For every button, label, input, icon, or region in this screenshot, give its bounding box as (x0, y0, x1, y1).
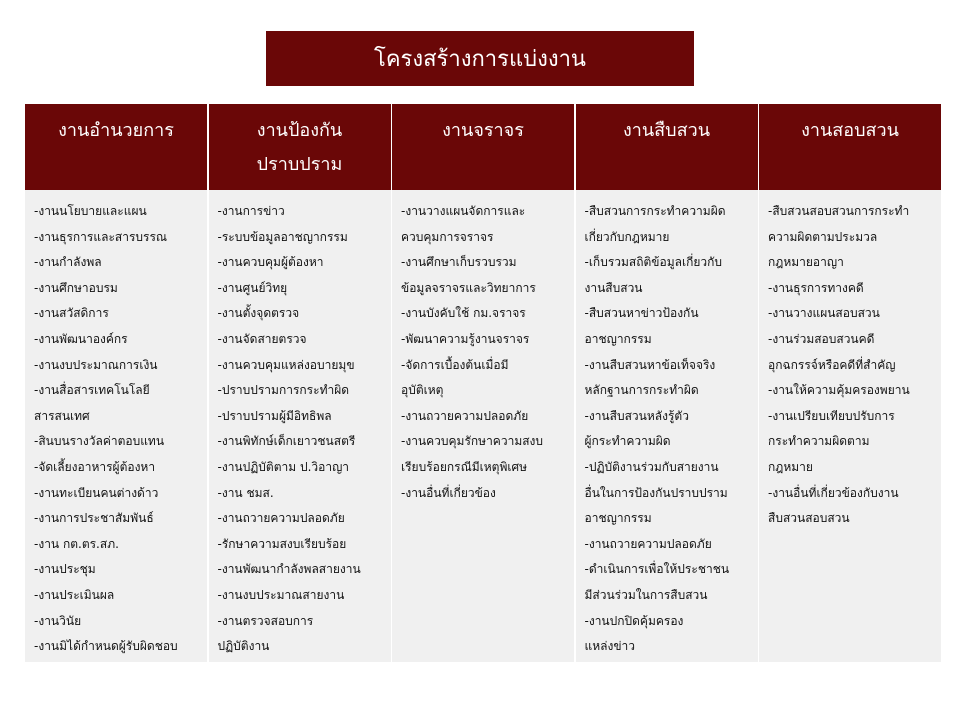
header-traffic (392, 104, 574, 190)
list-item: กฎหมาย (768, 459, 813, 474)
list-item: ความผิดตามประมวล (768, 229, 878, 244)
list-item: -งานกำลังพล (34, 255, 102, 270)
list-item: เกี่ยวกับกฎหมาย (584, 229, 670, 244)
list-item: หลักฐานการกระทำผิด (584, 383, 699, 398)
list-item: -งานควบคุมผู้ต้องหา (217, 255, 324, 270)
list-item: อุกฉกรรจ์หรือคดีที่สำคัญ (768, 357, 896, 372)
list-item: -งานวางแผนสอบสวน (768, 306, 880, 321)
list-item: -งาน ชมส. (217, 485, 274, 500)
list-item: -ดำเนินการเพื่อให้ประชาชน (584, 562, 730, 577)
work-structure-table (25, 104, 941, 662)
list-item: -งานจัดสายตรวจ (217, 331, 307, 346)
list-item: -งานวินัย (34, 613, 82, 628)
list-item: -งานธุรการทางคดี (768, 280, 864, 295)
list-item: เรียบร้อยกรณีมีเหตุพิเศษ (401, 459, 527, 474)
list-item: -งานศึกษาเก็บรวบรวม (401, 255, 517, 270)
list-item: -งานทะเบียนคนต่างด้าว (34, 485, 159, 500)
list-item: -งานถวายความปลอดภัย (217, 511, 345, 526)
list-item: -งานร่วมสอบสวนคดี (768, 331, 875, 346)
list-item: -งานสื่อสารเทคโนโลยี (34, 383, 150, 398)
list-item: งานสืบสวน (584, 280, 643, 295)
list-item: -งานประชุม (34, 562, 96, 577)
header-inquiry (759, 104, 941, 190)
list-item: -ปราบปรามการกระทำผิด (217, 383, 350, 398)
list-item: -งานงบประมาณสายงาน (217, 587, 345, 602)
list-item: -งานถวายความปลอดภัย (584, 536, 712, 551)
list-item: -รักษาความสงบเรียบร้อย (217, 536, 347, 551)
list-item: -สินบนรางวัลค่าตอบแทน (34, 434, 165, 449)
list-item: อาชญากรรม (584, 331, 652, 346)
header-admin (25, 104, 207, 190)
list-item: -พัฒนาความรู้งานจราจร (401, 331, 530, 346)
list-item: -งานตรวจสอบการ (217, 613, 314, 628)
list-item: -ปราบปรามผู้มีอิทธิพล (217, 408, 332, 423)
list-item: อื่นในการป้องกันปราบปราม (584, 485, 728, 500)
header-investigation-line: งานสืบสวน (622, 120, 710, 141)
list-item: มีส่วนร่วมในการสืบสวน (584, 587, 708, 602)
header-inquiry-line: งานสอบสวน (801, 120, 899, 141)
column-inquiry-list (759, 190, 941, 662)
list-item: -งานสืบสวนหลังรู้ตัว (584, 408, 689, 423)
header-investigation (576, 104, 758, 190)
column-prevention-list (209, 190, 391, 662)
list-item: -งานพัฒนาองค์กร (34, 331, 128, 346)
page-title: โครงสร้างการแบ่งงาน (266, 31, 694, 86)
list-item: -งานอื่นที่เกี่ยวข้องกับงาน (768, 485, 899, 500)
list-item: ควบคุมการจราจร (401, 229, 494, 244)
list-item: -งานอื่นที่เกี่ยวข้อง (401, 485, 496, 500)
list-item: -งานนโยบายและแผน (34, 204, 147, 218)
list-item: -งานวางแผนจัดการและ (401, 204, 526, 218)
list-item: -งานพิทักษ์เด็กเยาวชนสตรี (217, 434, 356, 449)
list-item: -ปฏิบัติงานร่วมกับสายงาน (584, 459, 719, 474)
list-item: -สืบสวนสอบสวนการกระทำ (768, 204, 910, 218)
list-item: สารสนเทศ (34, 408, 90, 423)
list-item: กระทำความผิดตาม (768, 434, 870, 449)
list-item: -งาน กต.ตร.สภ. (34, 536, 119, 551)
list-item: ปฏิบัติงาน (217, 639, 270, 654)
list-item: -งานให้ความคุ้มครองพยาน (768, 383, 910, 398)
list-item: -งานถวายความปลอดภัย (401, 408, 529, 423)
list-item: -จัดเลี้ยงอาหารผู้ต้องหา (34, 459, 156, 474)
list-item: -งานการประชาสัมพันธ์ (34, 511, 154, 526)
column-investigation-list (576, 190, 758, 662)
list-item: -งานสวัสดิการ (34, 306, 109, 321)
list-item: -เก็บรวมสถิติข้อมูลเกี่ยวกับ (584, 255, 722, 270)
header-admin-line: งานอำนวยการ (58, 120, 174, 141)
list-item: -งานศึกษาอบรม (34, 280, 118, 295)
header-prevention-line-1: งานป้องกัน (256, 120, 343, 141)
list-item: -งานธุรการและสารบรรณ (34, 229, 168, 244)
list-item: -งานเปรียบเทียบปรับการ (768, 408, 895, 423)
list-item: -งานปฏิบัติตาม ป.วิอาญา (217, 459, 350, 474)
list-item: ผู้กระทำความผิด (584, 434, 671, 449)
list-item: -สืบสวนหาข่าวป้องกัน (584, 306, 699, 321)
list-item: -งานสืบสวนหาข้อเท็จจริง (584, 357, 716, 372)
column-admin-list (25, 190, 207, 662)
list-item: -งานพัฒนากำลังพลสายงาน (217, 562, 361, 577)
list-item: กฎหมายอาญา (768, 255, 844, 270)
list-item: สืบสวนสอบสวน (768, 511, 850, 526)
list-item: ข้อมูลจราจรและวิทยาการ (401, 280, 536, 295)
list-item: -งานประเมินผล (34, 587, 115, 602)
column-traffic-list (392, 190, 574, 662)
list-item: -งานมิได้กำหนดผู้รับผิดชอบ (34, 639, 178, 654)
list-item: แหล่งข่าว (584, 639, 636, 654)
list-item: -สืบสวนการกระทำความผิด (584, 204, 726, 218)
list-item: -งานการข่าว (217, 204, 285, 218)
list-item: -งานปกปิดคุ้มครอง (584, 613, 684, 628)
list-item: -งานบังคับใช้ กม.จราจร (401, 306, 526, 321)
header-traffic-line: งานจราจร (442, 120, 524, 141)
list-item: -งานงบประมาณการเงิน (34, 357, 158, 372)
list-item: -งานควบคุมรักษาความสงบ (401, 434, 544, 449)
list-item: อาชญากรรม (584, 511, 652, 526)
list-item: -งานควบคุมแหล่งอบายมุข (217, 357, 355, 372)
header-prevention-line-2: ปราบปราม (256, 154, 343, 175)
list-item: -ระบบข้อมูลอาชญากรรม (217, 229, 348, 244)
list-item: -จัดการเบื้องต้นเมื่อมี (401, 357, 509, 372)
list-item: -งานตั้งจุดตรวจ (217, 306, 300, 321)
list-item: อุบัติเหตุ (401, 383, 444, 398)
header-prevention (209, 104, 391, 190)
list-item: -งานศูนย์วิทยุ (217, 280, 288, 295)
